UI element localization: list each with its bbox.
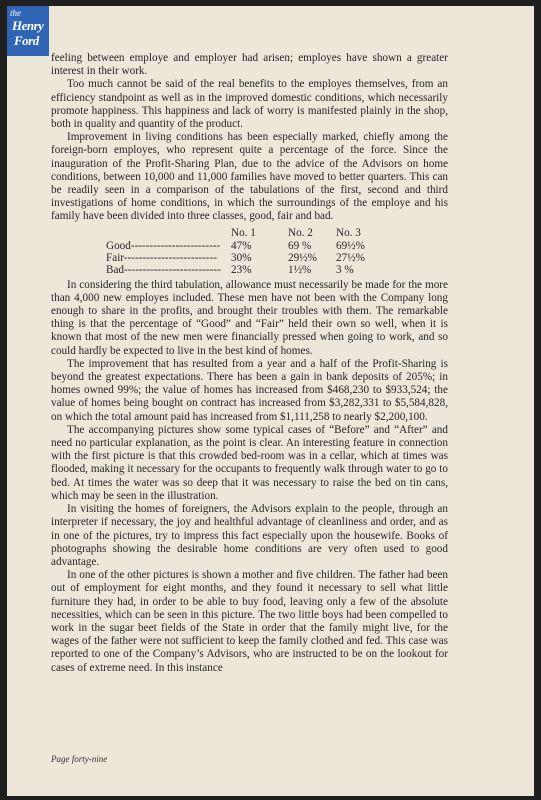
cell-value: 47% [231,239,252,252]
paragraph-pictures: The accompanying pictures show some typical cases of “Before” and “After” and need no particular explanation, as the point is clear. An interesting feature in connection with the first picture is that this crowded bed-room was in a cellar, which at times was flooded, making it necessary for the occupants to frequently walk through water to go to bed. At times the water was so deep that it was necessary to raise the bed on tin cans, which may be seen in the illustration. [51,423,448,502]
cell-value: 23% [231,263,252,276]
cell-value: 29½% [288,251,317,264]
paragraph-foreigners: In visiting the homes of foreigners, the Advisors explain to the people, through an interpreter if necessary, the joy and healthful advantage of cleanliness and order, and as in one of the pictures, try to impress this fact especially upon the housewife. Books of photographs showing the desirable home conditions are very often used to good advantage. [51,503,448,568]
henry-ford-logo [7,6,49,56]
header-no1: No. 1 [231,226,256,239]
paragraph-improvement: Improvement in living conditions has been especially marked, chiefly among the foreign-born employes, who represent quite a percentage of the force. Since the inauguration of the Profit-Sharing Plan, due to the advice of the Advisors on home conditions, between 10,000 and 11,000 families have moved to better quarters. This can be readily seen in a comparison of the tabulations of the first, second and third investigations of home conditions, in which the surroundings of the employe and his family have been divided into three classes, good, fair and bad. [51,131,448,223]
logo-henry: Henry [12,18,44,33]
row-label: Good------------------------ [106,239,221,252]
page-number: Page forty-nine [51,754,108,764]
paragraph-mother-children: In one of the other pictures is shown a mother and five children. The father had been out of employment for eight months, and they found it necessary to sell what little furniture they had, in order to be able to buy food, leaving only a few of the absolute necessities, which can be seen in this picture. The two little boys had been compelled to work in the sugar beet fields of the State in order that the family might live, for the wages of the father were not sufficient to keep the family clothed and fed. This case was reported to one of the Company’s Advisors, who are instructed to be on the lookout for cases of extreme need. In this instance [51,569,448,674]
table-row-bad [106,264,386,276]
paragraph-third-tabulation: In considering the third tabulation, allowance must necessarily be made for the more than 4,000 new employes included. These men have not been with the Company long enough to share in the profits, and brought their troubles with them. The remarkable thing is that the percentage of “Good” and “Fair” held their own so well, when it is known that most of the new men were financially pressed when going to work, and so could hardly be expected to live in the best kind of homes. [51,278,448,357]
home-conditions-table [106,227,386,276]
table-row-fair [106,252,386,264]
body-text [51,52,448,675]
cell-value: 30% [231,251,252,264]
header-no2: No. 2 [288,226,313,239]
row-label: Bad-------------------------- [106,263,221,276]
cell-value: 3 % [336,263,354,276]
table-header-row [106,227,386,240]
paragraph-profit-sharing-results: The improvement that has resulted from a year and a half of the Profit-Sharing is beyond the greatest expectations. There has been a gain in bank deposits of 205%; in homes owned 99%; the value of homes has increased from $468,230 to $933,524; the value of homes being bought on contract has increased from $3,282,331 to $5,584,828, on which the total amount paid has increased from $1,111,258 to nearly $2,200,100. [51,357,448,423]
table-row-good [106,240,386,252]
cell-value: 69 % [288,239,312,252]
cell-value: 27½% [336,251,365,264]
header-no3: No. 3 [336,226,361,239]
cell-value: 1½% [288,263,312,276]
paragraph-benefits: Too much cannot be said of the real benefits to the employes themselves, from an efficiency standpoint as well as in the improved domestic conditions, which necessarily promote happiness. This happiness and lack of worry is manifested plainly in the shop, both in quality and quantity of the product. [51,78,448,131]
logo-ford: Ford [14,33,39,48]
logo-the: the [10,8,21,18]
row-label: Fair------------------------- [106,251,217,264]
paragraph-continuation: feeling between employe and employer had arisen; employes have shown a greater interest in their work. [51,52,448,78]
cell-value: 69½% [336,239,365,252]
